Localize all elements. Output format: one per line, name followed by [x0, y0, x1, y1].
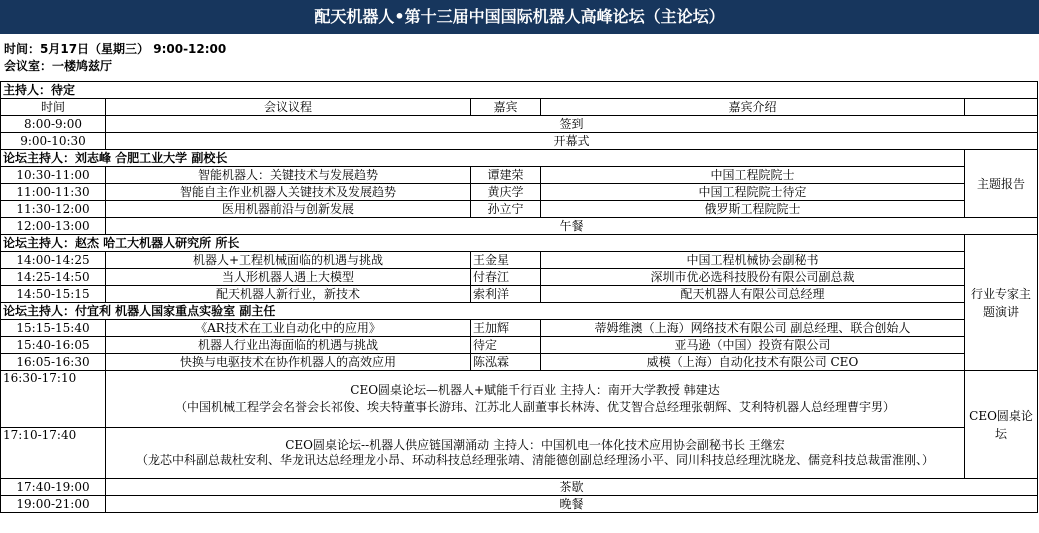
row-event: 晚餐 [106, 496, 1038, 513]
table-row [1, 133, 1038, 150]
row-topic: 配天机器人新行业，新技术 [106, 286, 471, 303]
row-event: 午餐 [106, 218, 1038, 235]
row-topic: 智能机器人：关键技术与发展趋势 [106, 167, 471, 184]
row-guest: 付春江 [471, 269, 541, 286]
table-row [1, 320, 1038, 337]
row-intro: 中国工程院院士 [541, 167, 965, 184]
row-topic: 快换与电驱技术在协作机器人的高效应用 [106, 354, 471, 371]
table-row [1, 269, 1038, 286]
category-keynote: 主题报告 [965, 150, 1038, 218]
row-time: 10:30-11:00 [1, 167, 106, 184]
row-time: 9:00-10:30 [1, 133, 106, 150]
page-title: 配天机器人•第十三届中国国际机器人高峰论坛（主论坛） [0, 0, 1039, 34]
row-topic: 医用机器前沿与创新发展 [106, 201, 471, 218]
table-row [1, 252, 1038, 269]
ceo-forum-members: （龙芯中科副总裁杜安利、华龙讯达总经理龙小昂、环动科技总经理张靖、清能德创副总经理汤小平、同川科技总经理沈晓龙、儒竞科技总裁雷淮刚、） [135, 453, 934, 467]
row-time: 12:00-13:00 [1, 218, 106, 235]
row-guest: 陈泓霖 [471, 354, 541, 371]
row-intro: 俄罗斯工程院院士 [541, 201, 965, 218]
row-time: 16:05-16:30 [1, 354, 106, 371]
category-industry: 行业专家主题演讲 [965, 235, 1038, 371]
schedule-table [0, 81, 1038, 513]
section-host: 论坛主持人：付宜利 机器人国家重点实验室 副主任 [1, 303, 965, 320]
row-guest: 索利洋 [471, 286, 541, 303]
time-info: 时间：5月17日（星期三） 9:00-12:00 [4, 42, 227, 56]
row-event: 开幕式 [106, 133, 1038, 150]
row-guest: 谭建荣 [471, 167, 541, 184]
table-row [1, 428, 1038, 479]
table-row [1, 371, 1038, 428]
row-intro: 配天机器人有限公司总经理 [541, 286, 965, 303]
table-row [1, 496, 1038, 513]
ceo-forum-members: （中国机械工程学会名誉会长祁俊、埃夫特董事长游玮、江苏北人副董事长林涛、优艾智合总经理张朝辉、艾利特机器人总经理曹宇男） [174, 400, 895, 414]
row-topic: 机器人行业出海面临的机遇与挑战 [106, 337, 471, 354]
table-row [1, 479, 1038, 496]
row-event: 茶歇 [106, 479, 1038, 496]
row-topic: 当人形机器人遇上大模型 [106, 269, 471, 286]
row-time: 11:30-12:00 [1, 201, 106, 218]
row-time: 15:15-15:40 [1, 320, 106, 337]
section-host-row [1, 303, 1038, 320]
category-ceo: CEO圆桌论坛 [965, 371, 1038, 479]
row-guest: 王加辉 [471, 320, 541, 337]
row-guest: 孙立宁 [471, 201, 541, 218]
row-time: 8:00-9:00 [1, 116, 106, 133]
row-intro: 威模（上海）自动化技术有限公司 CEO [541, 354, 965, 371]
row-time: 15:40-16:05 [1, 337, 106, 354]
table-row [1, 286, 1038, 303]
header-intro: 嘉宾介绍 [541, 99, 965, 116]
host-row [1, 82, 1038, 99]
row-time: 14:50-15:15 [1, 286, 106, 303]
ceo-forum-title: CEO圆桌论坛--机器人供应链国潮涌动 主持人：中国机电一体化技术应用协会副秘书长 王继宏 [285, 438, 785, 452]
table-row [1, 167, 1038, 184]
row-intro: 深圳市优必选科技股份有限公司副总裁 [541, 269, 965, 286]
table-row [1, 201, 1038, 218]
row-guest: 待定 [471, 337, 541, 354]
row-topic: 智能自主作业机器人关键技术及发展趋势 [106, 184, 471, 201]
section-host: 论坛主持人：赵杰 哈工大机器人研究所 所长 [1, 235, 965, 252]
section-host-row [1, 235, 1038, 252]
header-guest: 嘉宾 [471, 99, 541, 116]
row-topic: 机器人+工程机械面临的机遇与挑战 [106, 252, 471, 269]
section-host: 论坛主持人：刘志峰 合肥工业大学 副校长 [1, 150, 965, 167]
row-time: 14:25-14:50 [1, 269, 106, 286]
row-event: 签到 [106, 116, 1038, 133]
table-row [1, 184, 1038, 201]
row-intro: 中国工程机械协会副秘书 [541, 252, 965, 269]
row-time: 19:00-21:00 [1, 496, 106, 513]
row-guest: 黄庆学 [471, 184, 541, 201]
row-time: 16:30-17:10 [1, 371, 106, 428]
ceo-forum-2 [106, 428, 965, 479]
header-agenda: 会议议程 [106, 99, 471, 116]
table-row [1, 218, 1038, 235]
table-row [1, 337, 1038, 354]
row-intro: 中国工程院院士待定 [541, 184, 965, 201]
header-row [1, 99, 1038, 116]
row-intro: 蒂姆维澳（上海）网络技术有限公司 副总经理、联合创始人 [541, 320, 965, 337]
header-category [965, 99, 1038, 116]
table-row [1, 116, 1038, 133]
row-time: 11:00-11:30 [1, 184, 106, 201]
room-info: 会议室：一楼鸠兹厅 [4, 59, 113, 73]
ceo-forum-title: CEO圆桌论坛—机器人+赋能千行百业 主持人：南开大学教授 韩建达 [350, 383, 720, 397]
row-intro: 亚马逊（中国）投资有限公司 [541, 337, 965, 354]
host-label: 主持人：待定 [1, 82, 1038, 99]
row-time: 14:00-14:25 [1, 252, 106, 269]
table-row [1, 354, 1038, 371]
ceo-forum-1 [106, 371, 965, 428]
row-guest: 王金星 [471, 252, 541, 269]
row-time: 17:10-17:40 [1, 428, 106, 479]
row-topic: 《AR技术在工业自动化中的应用》 [106, 320, 471, 337]
row-time: 17:40-19:00 [1, 479, 106, 496]
header-time: 时间 [1, 99, 106, 116]
section-host-row [1, 150, 1038, 167]
